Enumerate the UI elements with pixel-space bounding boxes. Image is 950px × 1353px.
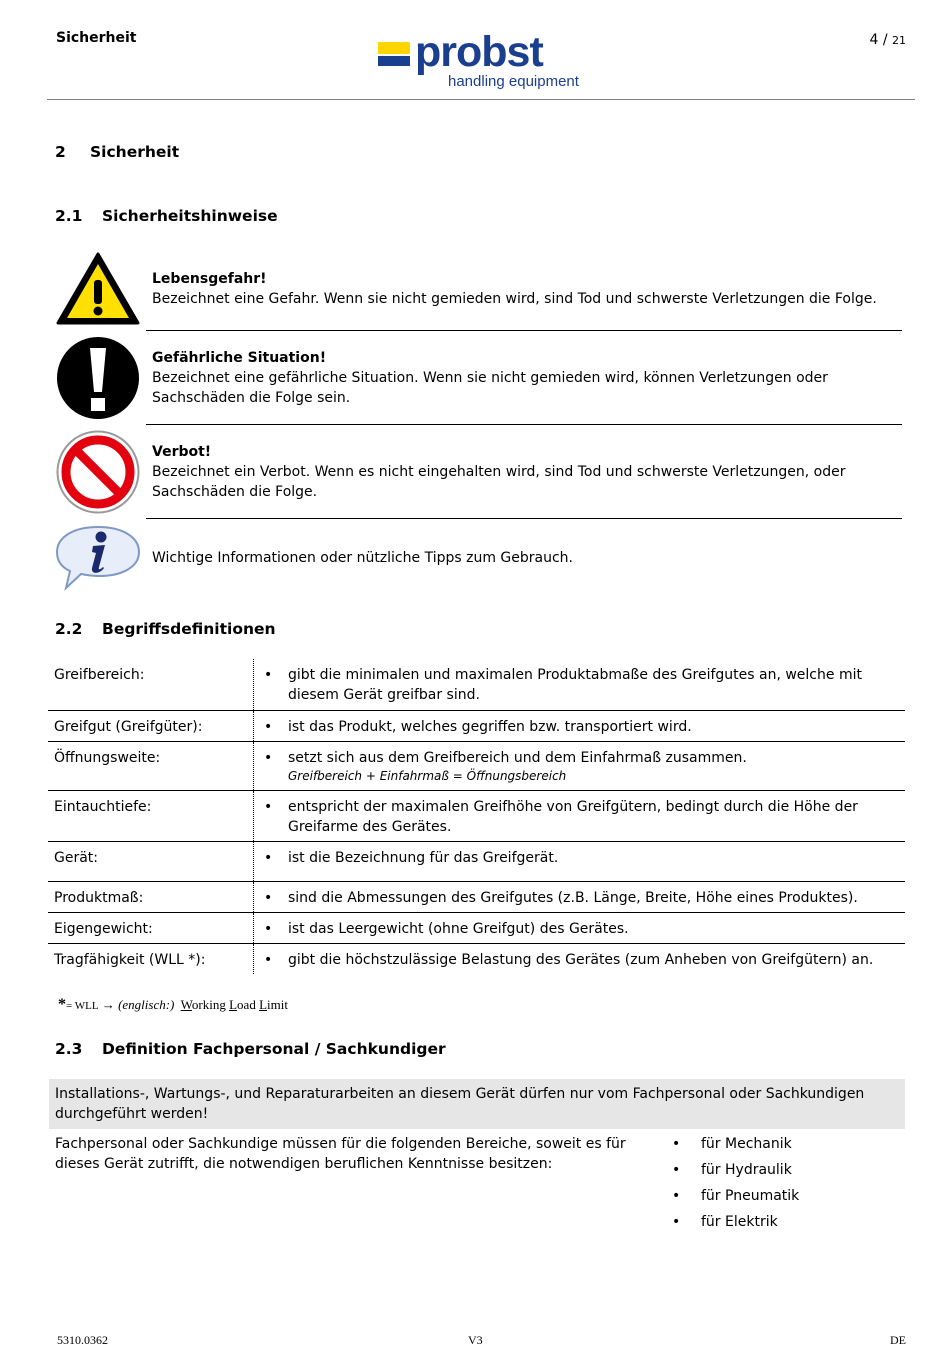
wll-footnote [58, 996, 288, 1014]
header-section-title: Sicherheit [56, 30, 137, 46]
term-cell: Gerät: [48, 841, 254, 881]
term-cell: Greifbereich: [48, 659, 254, 710]
footnote-l: L [229, 997, 238, 1012]
term-cell: Eigengewicht: [48, 912, 254, 943]
subsection-title: Begriffsdefinitionen [102, 620, 276, 638]
definition-cell: ist die Bezeichnung für das Greifgerät. [288, 849, 559, 866]
bullet: • [672, 1136, 681, 1152]
notice-title: Lebensgefahr! [152, 271, 267, 287]
footer-doc-number: 5310.0362 [57, 1333, 108, 1347]
section-title: Sicherheit [90, 143, 180, 161]
subsection-heading-2-1 [55, 207, 278, 225]
prohibition-icon [56, 430, 140, 514]
list-item-label: für Elektrik [701, 1214, 778, 1230]
term-cell: Greifgut (Greifgüter): [48, 710, 254, 741]
footnote-l: L [259, 997, 268, 1012]
section-number: 2 [55, 143, 66, 161]
definition-cell: entspricht der maximalen Greifhöhe von Greifgütern, bedingt durch die Höhe der Greifarme des Gerätes. [288, 798, 858, 835]
page-current: 4 [869, 32, 879, 48]
subsection-title: Definition Fachpersonal / Sachkundiger [102, 1040, 446, 1058]
table-row [48, 943, 905, 974]
table-row [48, 881, 905, 912]
qualification-text: Fachpersonal oder Sachkundige müssen für die folgenden Bereiche, soweit es für dieses Gerät zutrifft, die notwendigen beruflichen Kenntnisse besitzen: [55, 1136, 626, 1172]
subsection-number: 2.2 [55, 620, 83, 638]
warning-triangle-icon [55, 251, 141, 327]
logo-wordmark: probst [415, 28, 543, 76]
definition-cell: gibt die minimalen und maximalen Produktabmaße des Greifgutes an, welche mit diesem Gerät greifbar sind. [288, 667, 862, 703]
definition-cell: ist das Produkt, welches gegriffen bzw. transportiert wird. [288, 718, 692, 735]
footnote-abbr: = WLL [66, 1000, 99, 1012]
bullet: • [264, 749, 273, 766]
exclamation-circle-icon [56, 336, 140, 420]
footnote-lang: (englisch:) [118, 997, 175, 1012]
notice-dangerous-situation [152, 348, 902, 408]
definition-cell: sind die Abmessungen des Greifgutes (z.B. Länge, Breite, Höhe eines Produktes). [288, 889, 858, 906]
definition-cell [278, 741, 905, 790]
footnote-text: orking [191, 997, 230, 1012]
list-item [672, 1212, 799, 1238]
page-total: 21 [892, 34, 906, 47]
footer-version: V3 [468, 1333, 483, 1347]
info-bubble-icon [54, 524, 142, 592]
bullet: • [264, 798, 273, 815]
table-row [48, 741, 905, 790]
notice-divider [146, 424, 902, 425]
bullet: • [264, 951, 273, 968]
page-number [869, 32, 906, 48]
notice-title: Verbot! [152, 444, 212, 460]
table-row [48, 659, 905, 710]
notice-prohibition [152, 442, 902, 502]
section-heading [55, 143, 179, 161]
list-item-label: für Hydraulik [701, 1162, 792, 1178]
table-row [48, 710, 905, 741]
header-divider [47, 99, 915, 100]
notice-divider [146, 518, 902, 519]
subsection-heading-2-2 [55, 620, 276, 638]
notice-info-text: Wichtige Informationen oder nützliche Tipps zum Gebrauch. [152, 550, 573, 566]
list-item [672, 1160, 799, 1186]
bullet: • [264, 889, 273, 906]
subsection-heading-2-3 [55, 1040, 446, 1058]
footnote-w: W [180, 997, 192, 1012]
table-row [48, 912, 905, 943]
subsection-number: 2.1 [55, 207, 83, 225]
list-item [672, 1186, 799, 1212]
bullet: • [264, 667, 273, 683]
footer-language: DE [890, 1333, 906, 1347]
term-cell: Öffnungsweite: [48, 741, 254, 790]
footnote-star: * [58, 996, 66, 1013]
list-item-label: für Pneumatik [701, 1188, 800, 1204]
notice-text-line2: Sachschäden die Folge. [152, 484, 318, 500]
footnote-text: imit [267, 997, 288, 1012]
notice-title: Gefährliche Situation! [152, 350, 327, 366]
qualification-list [672, 1134, 799, 1238]
subsection-number: 2.3 [55, 1040, 83, 1058]
term-cell: Produktmaß: [48, 881, 254, 912]
footnote-text: oad [237, 997, 260, 1012]
notice-text-line2: Sachschäden die Folge sein. [152, 390, 351, 406]
definition-text: setzt sich aus dem Greifbereich und dem Einfahrmaß zusammen. [288, 749, 747, 766]
list-item-label: für Mechanik [701, 1136, 792, 1152]
bullet: • [672, 1214, 681, 1230]
logo-mark [378, 42, 410, 66]
list-item [672, 1134, 799, 1160]
notice-danger [152, 269, 902, 309]
bullet: • [672, 1162, 681, 1178]
logo-tagline: handling equipment [448, 73, 579, 90]
bullet: • [264, 849, 273, 866]
term-cell: Eintauchtiefe: [48, 790, 254, 841]
notice-text-line1: Bezeichnet eine gefährliche Situation. Wenn sie nicht gemieden wird, können Verletzungen oder [152, 370, 828, 386]
probst-logo [378, 28, 590, 92]
definition-cell: ist das Leergewicht (ohne Greifgut) des Gerätes. [288, 920, 629, 937]
term-cell: Tragfähigkeit (WLL *): [48, 943, 254, 974]
notice-divider [146, 330, 902, 331]
notice-text-line1: Bezeichnet ein Verbot. Wenn es nicht eingehalten wird, sind Tod und schwerste Verletzungen, oder [152, 464, 846, 480]
arrow-icon: → [101, 997, 115, 1012]
formula-note: Greifbereich + Einfahrmaß = Öffnungsbereich [288, 768, 567, 783]
highlight-box: Installations-, Wartungs-, und Reparaturarbeiten an diesem Gerät dürfen nur vom Fachpersonal oder Sachkundigen durchgeführt werden! [49, 1079, 905, 1129]
page-separator: / [878, 32, 892, 48]
bullet: • [264, 920, 273, 937]
notice-text: Bezeichnet eine Gefahr. Wenn sie nicht gemieden wird, sind Tod und schwerste Verletzungen die Folge. [152, 291, 877, 307]
definition-cell: gibt die höchstzulässige Belastung des Gerätes (zum Anheben von Greifgütern) an. [288, 951, 874, 968]
bullet: • [672, 1188, 681, 1204]
table-row [48, 841, 905, 881]
table-row [48, 790, 905, 841]
bullet: • [264, 718, 273, 735]
subsection-title: Sicherheitshinweise [102, 207, 278, 225]
definitions-table [48, 659, 905, 974]
